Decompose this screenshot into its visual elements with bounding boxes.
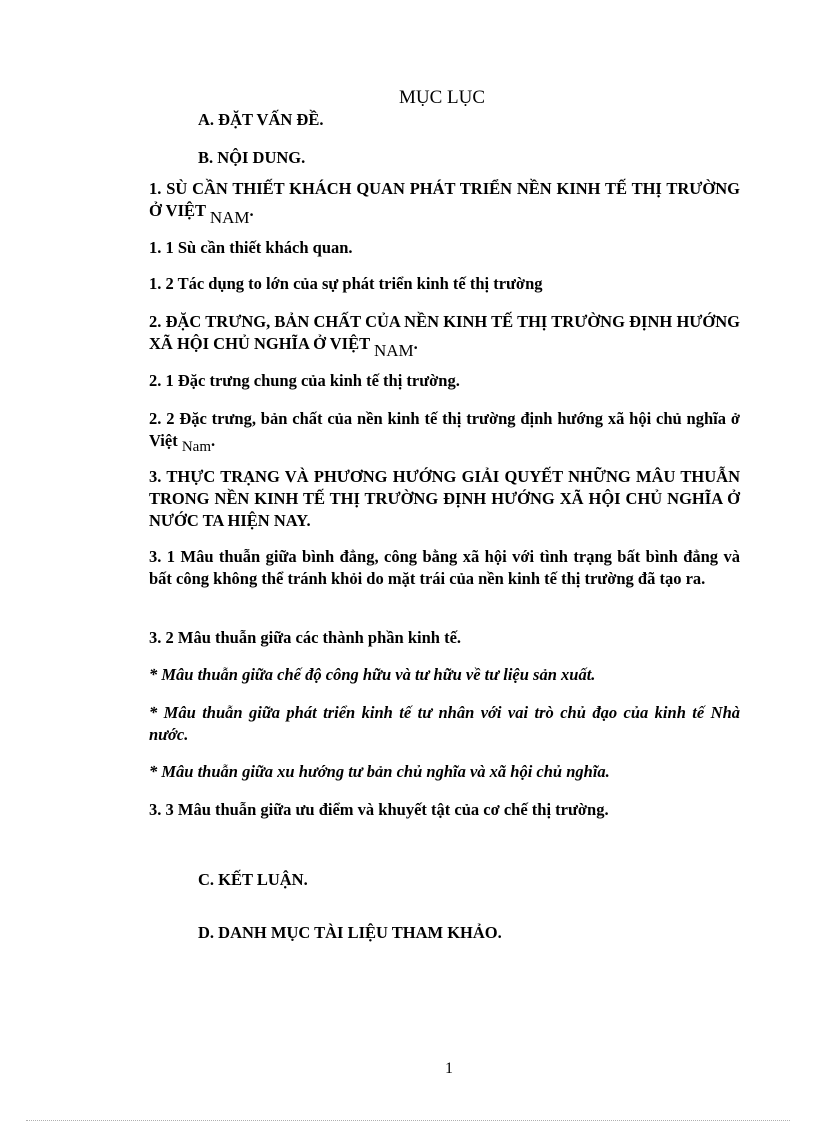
toc-item-2-2-text: 2. 2 Đặc trưng, bản chất của nền kinh tế thị trường định hướng xã hội chủ nghĩa ở Việt — [149, 409, 740, 450]
toc-item-2-2 — [149, 408, 740, 453]
toc-section-a: A. ĐẶT VẤN ĐỀ. — [198, 110, 324, 129]
toc-item-2-tail: NAM — [373, 341, 414, 360]
toc-sub-item-c: * Mâu thuẫn giữa xu hướng tư bản chủ nghĩa và xã hội chủ nghĩa. — [149, 762, 610, 781]
page-title: MỤC LỤC — [398, 87, 486, 108]
toc-section-c: C. KẾT LUẬN. — [198, 870, 308, 889]
toc-item-1-1: 1. 1 Sù cần thiết khách quan. — [149, 238, 353, 257]
page-number: 1 — [445, 1060, 453, 1077]
toc-section-b: B. NỘI DUNG. — [198, 148, 306, 167]
toc-sub-item-a: * Mâu thuẫn giữa chế độ công hữu và tư hữu về tư liệu sản xuất. — [149, 665, 596, 684]
page-bottom-edge — [26, 1120, 790, 1121]
toc-item-1 — [149, 178, 740, 227]
toc-item-2-end: . — [413, 334, 418, 353]
toc-item-3-1: 3. 1 Mâu thuẫn giữa bình đẳng, công bằng xã hội với tình trạng bất bình đẳng và bất công không thể tránh khỏi do mặt trái của nền kinh tế thị trường đã tạo ra. — [149, 547, 740, 588]
toc-item-3-3: 3. 3 Mâu thuẫn giữa ưu điểm và khuyết tật của cơ chế thị trường. — [149, 800, 609, 819]
toc-item-1-text: 1. SÙ CẦN THIẾT KHÁCH QUAN PHÁT TRIỂN NỀN KINH TẾ THỊ TRƯỜNG Ở VIỆT — [149, 179, 740, 220]
toc-item-2-2-end: . — [211, 431, 216, 450]
toc-item-3: 3. THỰC TRẠNG VÀ PHƯƠNG HƯỚNG GIẢI QUYẾT NHỮNG MÂU THUẪN TRONG NỀN KINH TẾ THỊ TRƯỜNG ĐỊNH HƯỚNG XÃ HỘI CHỦ NGHĨA Ở NƯỚC TA HIỆN NAY. — [149, 467, 740, 530]
toc-item-1-2: 1. 2 Tác dụng to lớn của sự phát triển kinh tế thị trường — [149, 274, 543, 293]
toc-item-2 — [149, 311, 740, 360]
toc-item-2-text: 2. ĐẶC TRƯNG, BẢN CHẤT CỦA NỀN KINH TẾ THỊ TRƯỜNG ĐỊNH HƯỚNG XÃ HỘI CHỦ NGHĨA Ở VIỆT — [149, 312, 740, 353]
toc-item-2-2-tail: Nam — [181, 439, 212, 455]
toc-sub-item-b: * Mâu thuẫn giữa phát triển kinh tế tư nhân với vai trò chủ đạo của kinh tế Nhà nước. — [149, 703, 740, 744]
toc-item-1-tail: NAM — [209, 208, 250, 227]
toc-item-1-end: . — [249, 201, 254, 220]
toc-section-d: D. DANH MỤC TÀI LIỆU THAM KHẢO. — [198, 923, 502, 942]
toc-item-3-2: 3. 2 Mâu thuẫn giữa các thành phần kinh tế. — [149, 628, 462, 647]
toc-item-2-1: 2. 1 Đặc trưng chung của kinh tế thị trường. — [149, 371, 460, 390]
